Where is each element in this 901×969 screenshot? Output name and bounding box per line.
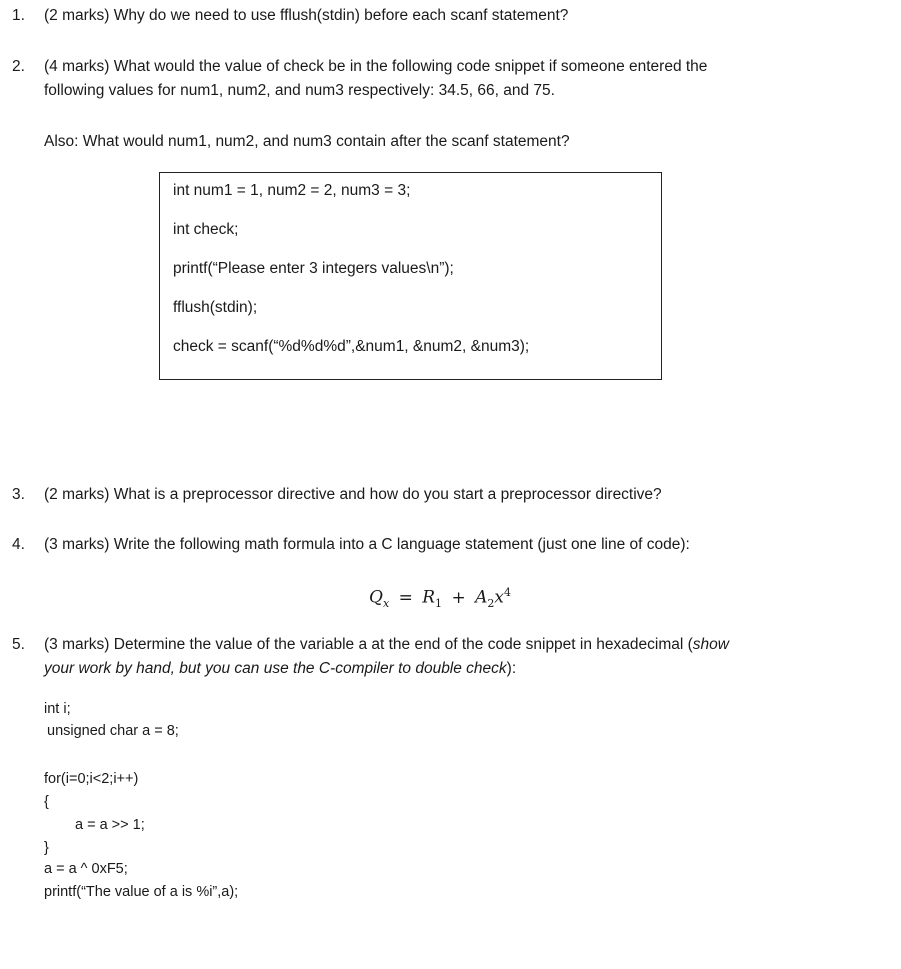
question-5-text-line-1 <box>44 636 729 654</box>
question-5-text-line-2 <box>44 660 516 678</box>
question-4-number: 4. <box>12 536 25 553</box>
question-1-text: (2 marks) Why do we need to use fflush(stdin) before each scanf statement? <box>44 7 569 24</box>
question-2-also-text: Also: What would num1, num2, and num3 contain after the scanf statement? <box>44 133 570 150</box>
code-line: int i; <box>44 701 71 717</box>
question-2-text-line-1: (4 marks) What would the value of check be in the following code snippet if someone entered the <box>44 58 708 75</box>
question-1-number: 1. <box>12 7 25 24</box>
code-line: printf(“Please enter 3 integers values\n”); <box>173 260 454 277</box>
code-line: } <box>44 840 49 856</box>
question-2-number: 2. <box>12 58 25 75</box>
formula-x-sup: 4 <box>503 586 511 599</box>
code-line: unsigned char a = 8; <box>47 723 179 739</box>
code-line: int num1 = 1, num2 = 2, num3 = 3; <box>173 182 411 199</box>
formula-r: R <box>422 587 436 608</box>
code-line: int check; <box>173 221 239 238</box>
code-line: { <box>44 794 49 810</box>
formula-x: x <box>494 587 504 608</box>
code-line: a = a >> 1; <box>75 817 145 833</box>
formula-r-sub: 1 <box>435 597 443 611</box>
question-3-text: (2 marks) What is a preprocessor directive and how do you start a preprocessor directive? <box>44 486 662 503</box>
formula-equals: = <box>398 587 413 608</box>
question-2-code-box <box>159 172 662 380</box>
question-4-text: (3 marks) Write the following math formula into a C language statement (just one line of code): <box>44 536 690 553</box>
question-3-number: 3. <box>12 486 25 503</box>
code-line: fflush(stdin); <box>173 299 258 316</box>
code-line: for(i=0;i<2;i++) <box>44 771 139 787</box>
formula-a-sub: 2 <box>487 597 495 611</box>
code-line: check = scanf(“%d%d%d”,&num1, &num2, &num3); <box>173 338 530 355</box>
code-line: a = a ^ 0xF5; <box>44 861 128 877</box>
question-5-text-line-1-italic: show <box>692 636 729 653</box>
formula-a: A <box>475 587 488 608</box>
question-5-text-line-1-plain: (3 marks) Determine the value of the variable a at the end of the code snippet in hexadecimal ( <box>44 636 693 653</box>
formula-lhs-sub: x <box>382 597 390 611</box>
math-formula <box>369 586 511 610</box>
formula-plus: + <box>451 587 466 608</box>
question-2-text-line-2: following values for num1, num2, and num3 respectively: 34.5, 66, and 75. <box>44 82 555 99</box>
question-5-text-line-2-italic: your work by hand, but you can use the C-compiler to double check <box>44 660 507 677</box>
question-5-text-line-2-plain: ): <box>506 660 517 677</box>
formula-lhs: Q <box>369 587 383 608</box>
question-5-number: 5. <box>12 636 25 653</box>
code-line: printf(“The value of a is %i”,a); <box>44 884 239 900</box>
